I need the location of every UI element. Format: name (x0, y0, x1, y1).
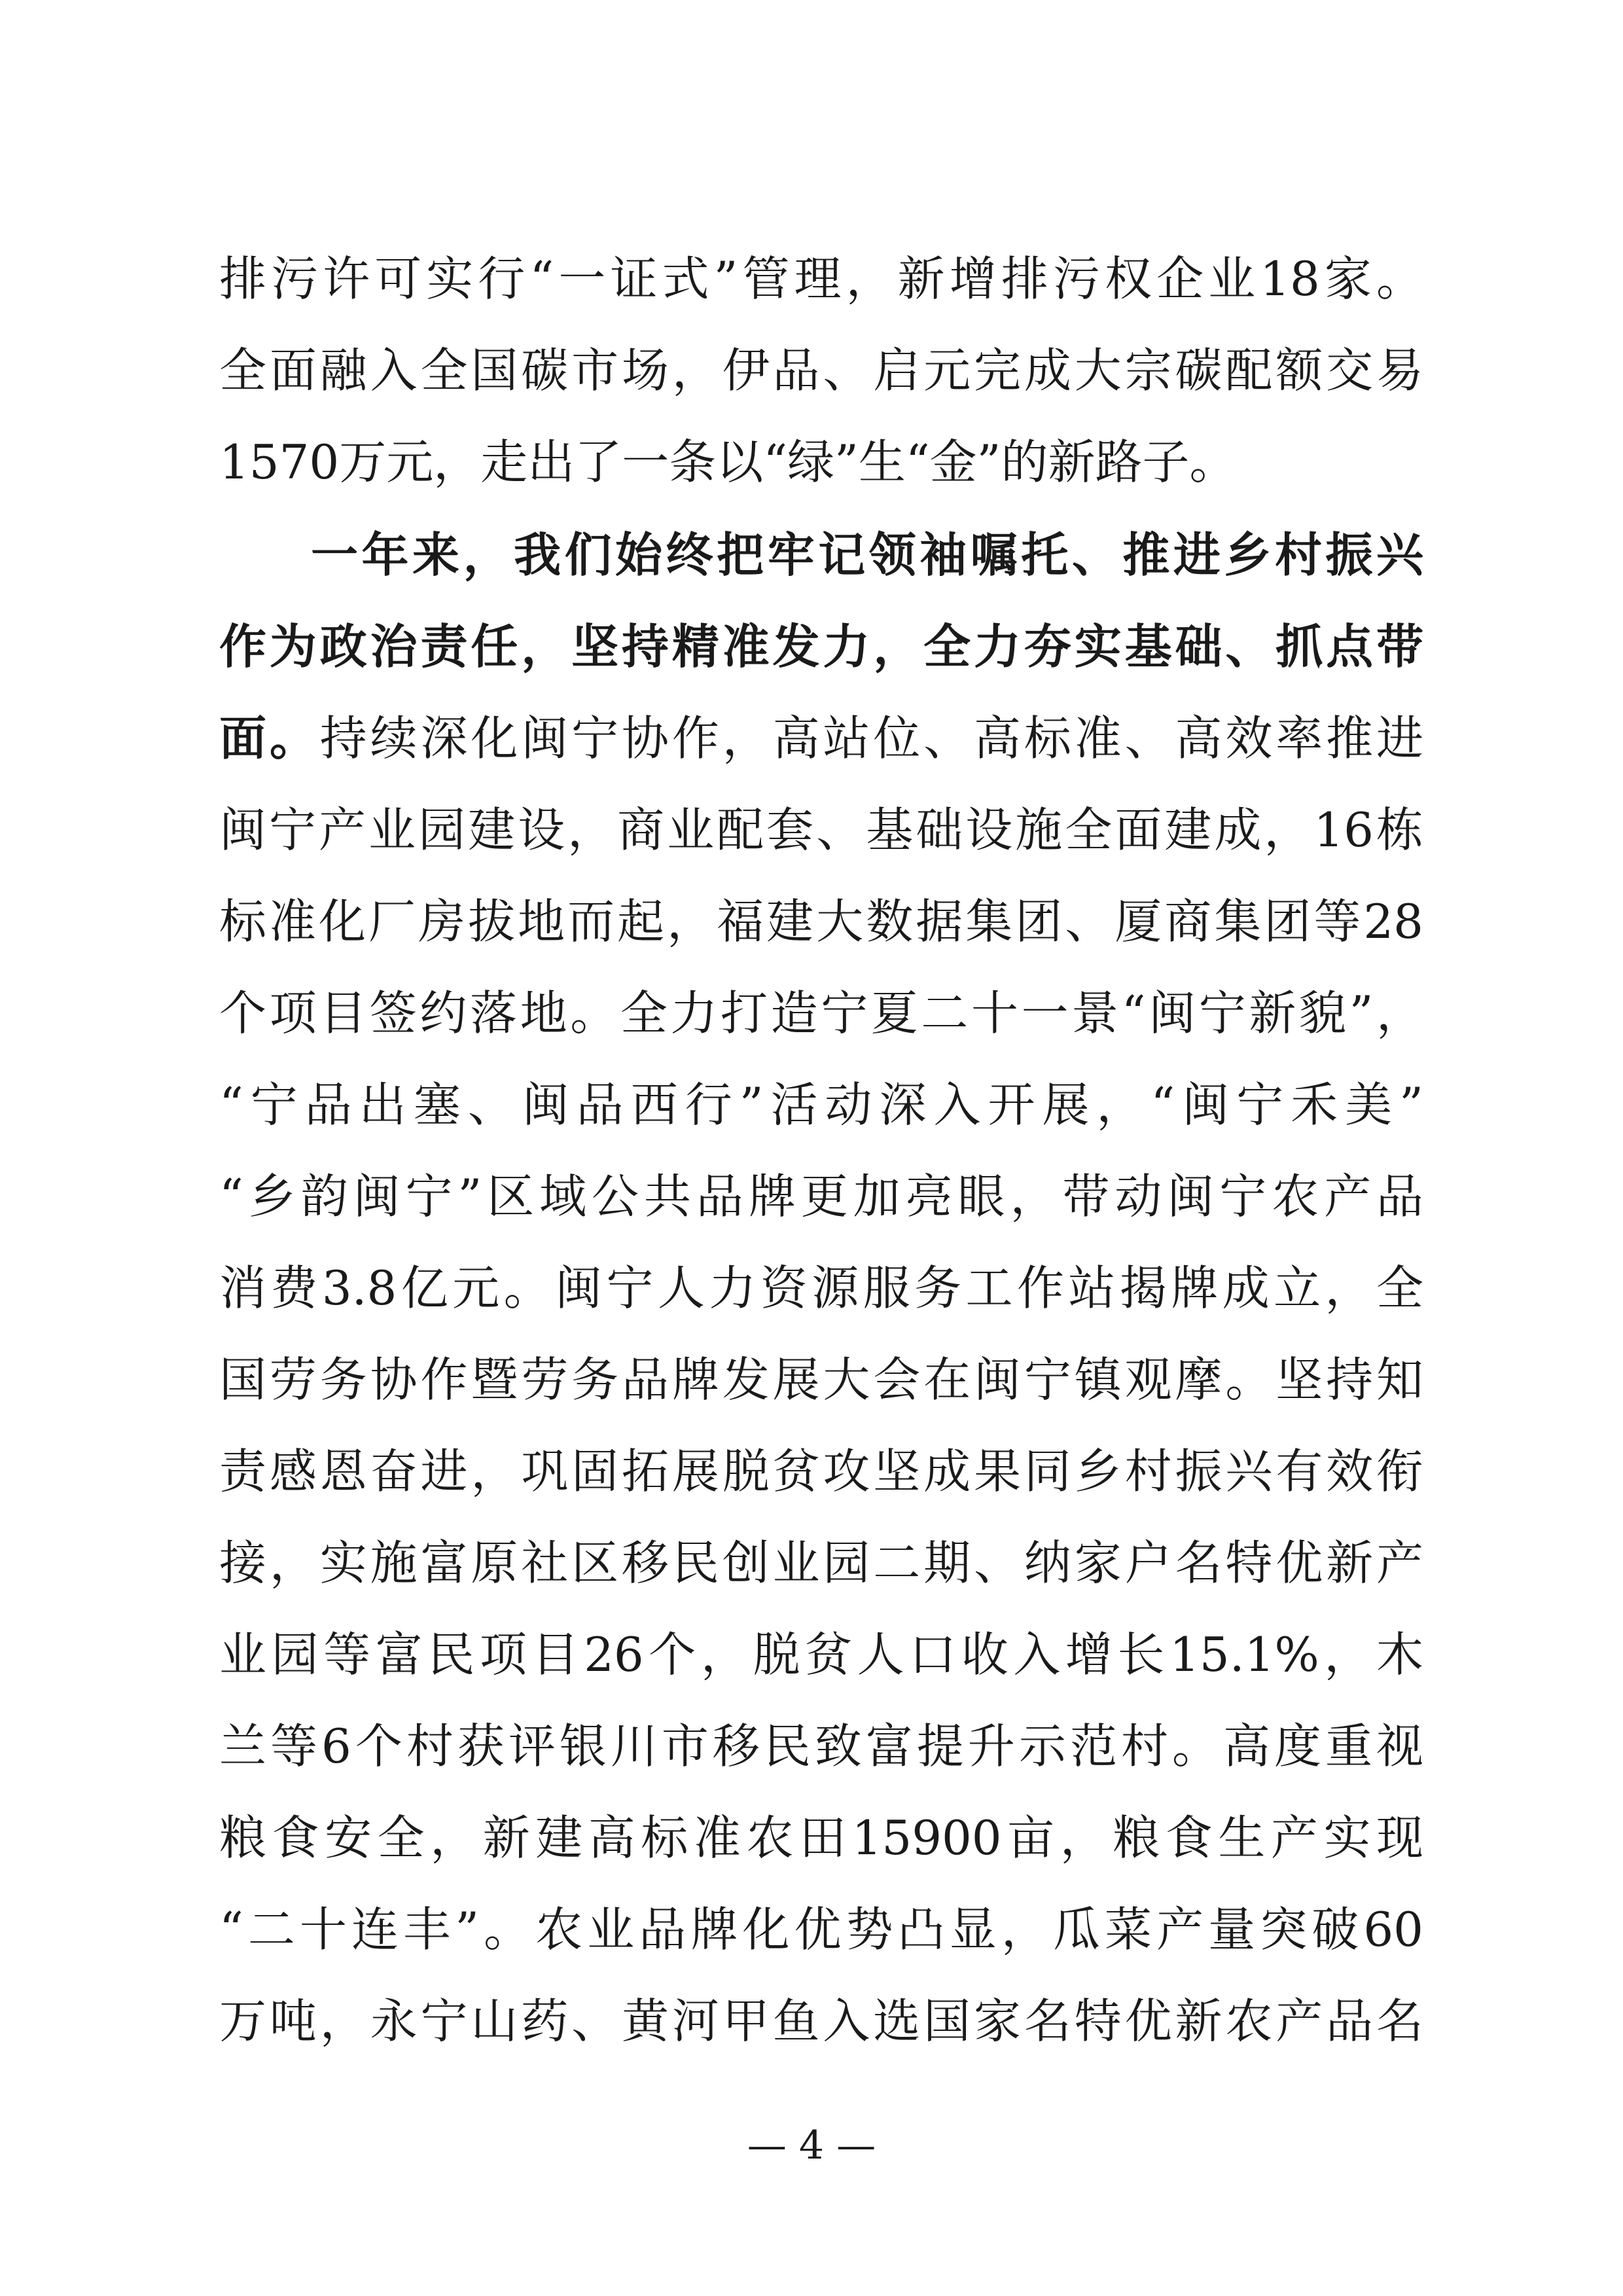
bold-lead-line: 作为政治责任，坚持精准发力，全力夯实基础、抓点带 (219, 619, 1423, 674)
body-line: 个项目签约落地。全力打造宁夏二十一景“闽宁新貌”， (219, 986, 1423, 1041)
body-line: 1570万元，走出了一条以“绿”生“金”的新路子。 (219, 435, 1237, 490)
body-line: 标准化厂房拔地而起，福建大数据集团、厦商集团等28 (219, 894, 1423, 949)
bold-lead-line: 一年来，我们始终把牢记领袖嘱托、推进乡村振兴 (311, 527, 1423, 583)
body-line: “乡韵闽宁”区域公共品牌更加亮眼，带动闽宁农产品 (219, 1169, 1423, 1224)
body-line: 接，实施富原社区移民创业园二期、纳家户名特优新产 (219, 1535, 1423, 1590)
page-number: — 4 — (747, 2123, 876, 2168)
body-line: 消费3.8亿元。闽宁人力资源服务工作站揭牌成立，全 (219, 1261, 1423, 1316)
body-line: 责感恩奋进，巩固拓展脱贫攻坚成果同乡村振兴有效衔 (219, 1444, 1423, 1499)
mixed-line (219, 707, 1423, 770)
body-line: 国劳务协作暨劳务品牌发展大会在闽宁镇观摩。坚持知 (219, 1352, 1423, 1407)
body-line: 闽宁产业园建设，商业配套、基础设施全面建成，16栋 (219, 802, 1423, 857)
body-line: 全面融入全国碳市场，伊品、启元完成大宗碳配额交易 (219, 343, 1423, 398)
body-line: 粮食安全，新建高标准农田15900亩，粮食生产实现 (219, 1810, 1423, 1865)
body-line: 兰等6个村获评银川市移民致富提升示范村。高度重视 (219, 1719, 1423, 1774)
body-line: “宁品出塞、闽品西行”活动深入开展，“闽宁禾美” (219, 1077, 1423, 1132)
body-line: 排污许可实行“一证式”管理，新增排污权企业18家。 (219, 251, 1423, 306)
body-line: 业园等富民项目26个，脱贫人口收入增长15.1%，木 (219, 1627, 1423, 1682)
body-text: 持续深化闽宁协作，高站位、高标准、高效率推进 (319, 711, 1423, 766)
body-line: 万吨，永宁山药、黄河甲鱼入选国家名特优新农产品名 (219, 1994, 1423, 2049)
bold-lead-ending: 面。 (219, 710, 320, 766)
body-line: “二十连丰”。农业品牌化优势凸显，瓜菜产量突破60 (219, 1902, 1423, 1957)
